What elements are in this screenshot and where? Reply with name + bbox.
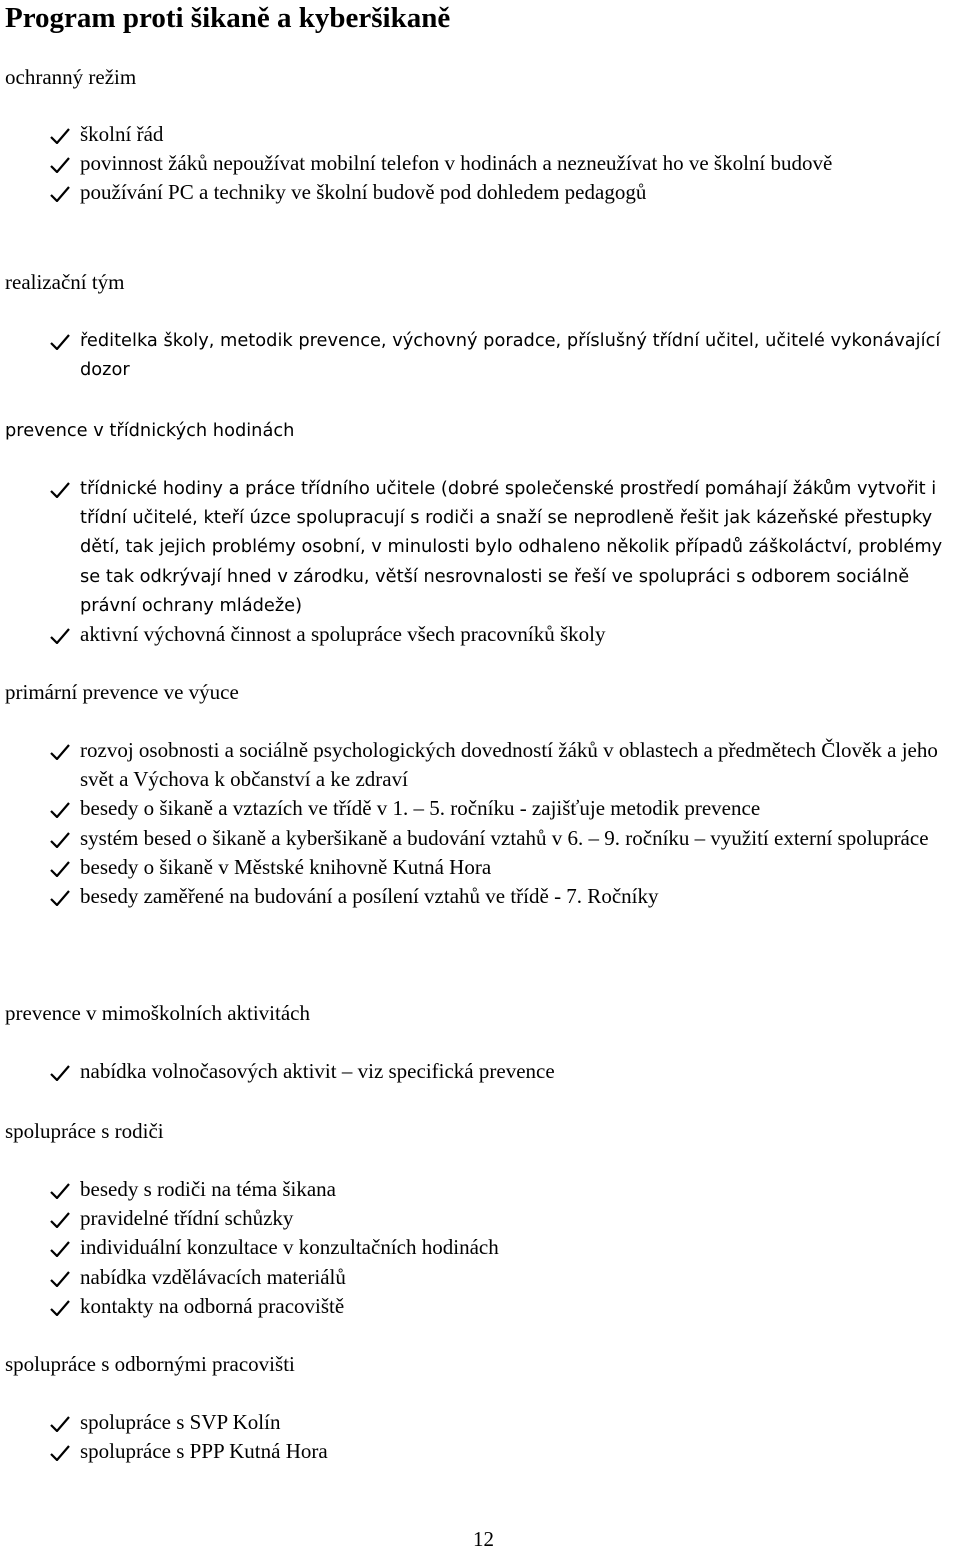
check-icon: [50, 744, 70, 760]
list-item: [0, 1408, 960, 1437]
list-item-text: spolupráce s SVP Kolín: [80, 1410, 281, 1434]
list-item: [0, 1292, 960, 1321]
list-item: [0, 474, 960, 620]
check-icon: [50, 1183, 70, 1199]
section-list-spoluprace-s-odbornymi-pracovisti: [0, 1408, 960, 1466]
check-icon: [50, 1445, 70, 1461]
section-heading-spoluprace-s-odbornymi-pracovisti: spolupráce s odbornými pracovišti: [5, 1352, 295, 1376]
list-item-text: besedy o šikaně v Městské knihovně Kutná Hora: [80, 854, 492, 879]
list-item: [0, 178, 960, 207]
page-title: Program proti šikaně a kyberšikaně: [5, 2, 451, 34]
check-icon: [50, 1271, 70, 1287]
list-item-text: spolupráce s PPP Kutná Hora: [80, 1439, 328, 1464]
list-item: [0, 1204, 960, 1233]
list-item: [0, 736, 960, 794]
list-item-text: povinnost žáků nepoužívat mobilní telefon v hodinách a nezneužívat ho ve školní budově: [80, 151, 833, 176]
section-list-realizacni-tym: [0, 326, 960, 384]
list-item-text: besedy zaměřené na budování a posílení vztahů ve třídě - 7. Ročníky: [80, 884, 659, 909]
check-icon: [50, 157, 70, 173]
list-item: [0, 1437, 960, 1466]
list-item: [0, 853, 960, 882]
section-heading-prevence-v-mimoskolnich-aktivitach: prevence v mimoškolních aktivitách: [5, 1001, 310, 1025]
section-heading-realizacni-tym: realizační tým: [5, 270, 125, 294]
list-item-text: besedy s rodiči na téma šikana: [80, 1177, 336, 1201]
section-list-primarni-prevence-ve-vyuce: [0, 736, 960, 911]
list-item-text: používání PC a techniky ve školní budově pod dohledem pedagogů: [80, 180, 647, 205]
list-item: [0, 794, 960, 823]
check-icon: [50, 1212, 70, 1228]
list-item: [0, 1263, 960, 1292]
list-item-text: kontakty na odborná pracoviště: [80, 1293, 345, 1318]
list-item: [0, 882, 960, 911]
check-icon: [50, 861, 70, 877]
list-item: [0, 824, 960, 853]
check-icon: [50, 128, 70, 144]
list-item: [0, 1057, 960, 1086]
list-item-text: školní řád: [80, 122, 164, 146]
page-number: 12: [473, 1527, 494, 1551]
section-heading-spoluprace-s-rodici: spolupráce s rodiči: [5, 1119, 164, 1143]
check-icon: [50, 334, 70, 350]
check-icon: [50, 802, 70, 818]
section-list-spoluprace-s-rodici: [0, 1175, 960, 1321]
section-heading-ochranny-rezim: ochranný režim: [5, 65, 137, 89]
list-item-text: nabídka vzdělávacích materiálů: [80, 1264, 346, 1289]
list-item-text: třídnické hodiny a práce třídního učitele (dobré společenské prostředí pomáhají žákům vytvořit i třídní učitelé, kteří úzce spolupracují s rodiči a snaží se neprodleně řešit jak kázeňské přestupky dětí, tak jejich problémy osobní, v minulosti bylo odhaleno několik případů záškoláctví, problémy se tak odkrývají hned v zárodku, větší nesrovnalosti se řeší ve spolupráci s odborem sociálně právní ochrany mládeže): [80, 478, 943, 616]
list-item-text: besedy o šikaně a vztazích ve třídě v 1. – 5. ročníku - zajišťuje metodik prevence: [80, 796, 761, 821]
check-icon: [50, 186, 70, 202]
list-item: [0, 326, 960, 384]
list-item: [0, 1233, 960, 1262]
list-item-text: nabídka volnočasových aktivit – viz specifická prevence: [80, 1059, 555, 1083]
check-icon: [50, 1065, 70, 1081]
check-icon: [50, 890, 70, 906]
check-icon: [50, 1241, 70, 1257]
list-item-text: systém besed o šikaně a kyberšikaně a budování vztahů v 6. – 9. ročníku – využití externí spolupráce: [80, 825, 929, 850]
list-item: [0, 120, 960, 149]
list-item-text: aktivní výchovná činnost a spolupráce všech pracovníků školy: [80, 622, 606, 647]
list-item-text: ředitelka školy, metodik prevence, výchovný poradce, příslušný třídní učitel, učitelé vykonávající dozor: [80, 330, 941, 381]
list-item: [0, 149, 960, 178]
section-list-ochranny-rezim: [0, 120, 960, 208]
check-icon: [50, 1416, 70, 1432]
check-icon: [50, 832, 70, 848]
list-item-text: rozvoj osobnosti a sociálně psychologických dovedností žáků v oblastech a předmětech Člověk a jeho svět a Výchova k občanství a ke zdraví: [80, 738, 938, 792]
check-icon: [50, 628, 70, 644]
section-heading-primarni-prevence-ve-vyuce: primární prevence ve výuce: [5, 680, 239, 704]
check-icon: [50, 1300, 70, 1316]
section-list-prevence-v-mimoskolnich-aktivitach: [0, 1057, 960, 1086]
list-item-text: individuální konzultace v konzultačních hodinách: [80, 1235, 499, 1260]
section-list-prevence-v-tridnickych-hodinach: [0, 474, 960, 649]
section-heading-prevence-v-tridnickych-hodinach: prevence v třídnických hodinách: [5, 420, 295, 441]
list-item: [0, 620, 960, 649]
list-item-text: pravidelné třídní schůzky: [80, 1206, 294, 1231]
list-item: [0, 1175, 960, 1204]
check-icon: [50, 482, 70, 498]
